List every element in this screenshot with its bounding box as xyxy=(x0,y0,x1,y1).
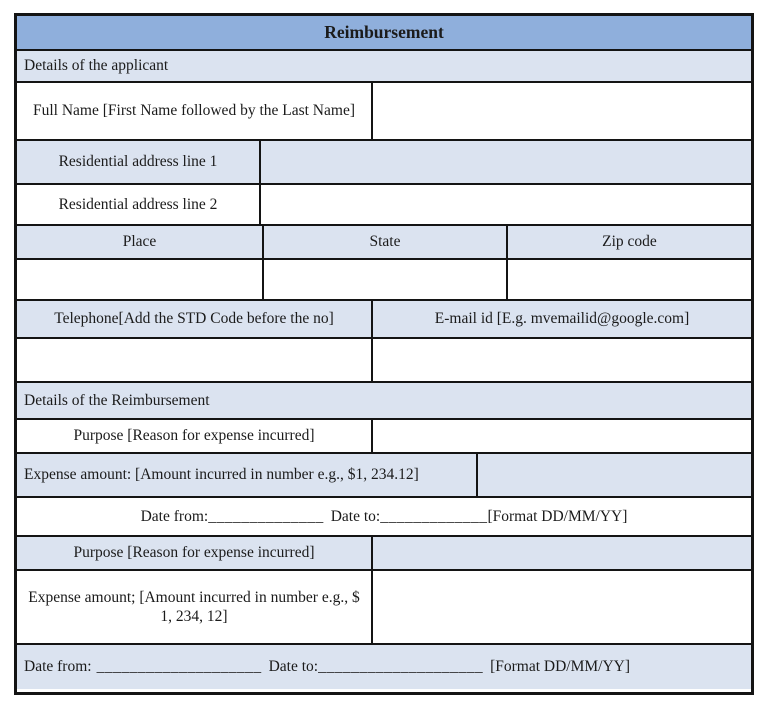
form-title: Reimbursement xyxy=(17,16,751,49)
reimbursement-section-row xyxy=(17,383,751,420)
date2-line xyxy=(24,657,630,676)
date1-to-blank[interactable]: _____________ xyxy=(380,507,488,525)
expense1-input[interactable] xyxy=(478,454,751,496)
address1-input[interactable] xyxy=(261,141,751,183)
place-label: Place xyxy=(17,226,264,258)
purpose1-row xyxy=(17,420,751,454)
date1-cell xyxy=(17,498,751,535)
date1-format-label: [Format DD/MM/YY] xyxy=(487,507,628,525)
place-input[interactable] xyxy=(17,260,264,299)
address2-row xyxy=(17,185,751,226)
purpose1-input[interactable] xyxy=(373,420,751,452)
email-label: E-mail id [E.g. mvemailid@google.com] xyxy=(373,301,751,337)
place-state-zip-header-row xyxy=(17,226,751,260)
zip-input[interactable] xyxy=(508,260,751,299)
full-name-input[interactable] xyxy=(373,83,751,139)
date1-line xyxy=(141,507,628,526)
date1-from-label: Date from: xyxy=(140,507,209,525)
email-input[interactable] xyxy=(373,339,751,381)
date2-to-blank[interactable]: ____________________ xyxy=(318,658,484,676)
applicant-section-row xyxy=(17,51,751,83)
applicant-section-header: Details of the applicant xyxy=(17,51,751,81)
telephone-input[interactable] xyxy=(17,339,373,381)
address2-input[interactable] xyxy=(261,185,751,224)
full-name-row xyxy=(17,83,751,141)
expense1-row xyxy=(17,454,751,498)
address1-row xyxy=(17,141,751,185)
state-input[interactable] xyxy=(264,260,508,299)
telephone-label: Telephone[Add the STD Code before the no] xyxy=(17,301,373,337)
title-row xyxy=(17,16,751,51)
purpose2-input[interactable] xyxy=(373,537,751,569)
place-state-zip-input-row xyxy=(17,260,751,301)
date2-from-blank[interactable]: ____________________ xyxy=(96,658,262,676)
full-name-label: Full Name [First Name followed by the Last Name] xyxy=(17,83,373,139)
reimbursement-form xyxy=(14,13,754,695)
telephone-email-header-row xyxy=(17,301,751,339)
telephone-email-input-row xyxy=(17,339,751,383)
address2-label: Residential address line 2 xyxy=(17,185,261,224)
expense2-row xyxy=(17,571,751,645)
date1-from-blank[interactable]: ______________ xyxy=(208,507,324,525)
purpose1-label: Purpose [Reason for expense incurred] xyxy=(17,420,373,452)
reimbursement-section-header: Details of the Reimbursement xyxy=(17,383,751,418)
address1-label: Residential address line 1 xyxy=(17,141,261,183)
zip-label: Zip code xyxy=(508,226,751,258)
expense1-label: Expense amount: [Amount incurred in number e.g., $1, 234.12] xyxy=(17,454,478,496)
date2-cell xyxy=(17,645,751,689)
date2-format-label: [Format DD/MM/YY] xyxy=(490,658,631,676)
date2-row xyxy=(17,645,751,689)
date1-row xyxy=(17,498,751,537)
expense2-input[interactable] xyxy=(373,571,751,643)
purpose2-row xyxy=(17,537,751,571)
date2-to-label: Date to: xyxy=(268,658,319,676)
state-label: State xyxy=(264,226,508,258)
date2-from-label: Date from: xyxy=(24,658,92,676)
expense2-label: Expense amount; [Amount incurred in number e.g., $ 1, 234, 12] xyxy=(17,571,373,643)
purpose2-label: Purpose [Reason for expense incurred] xyxy=(17,537,373,569)
date1-to-label: Date to: xyxy=(330,507,381,525)
